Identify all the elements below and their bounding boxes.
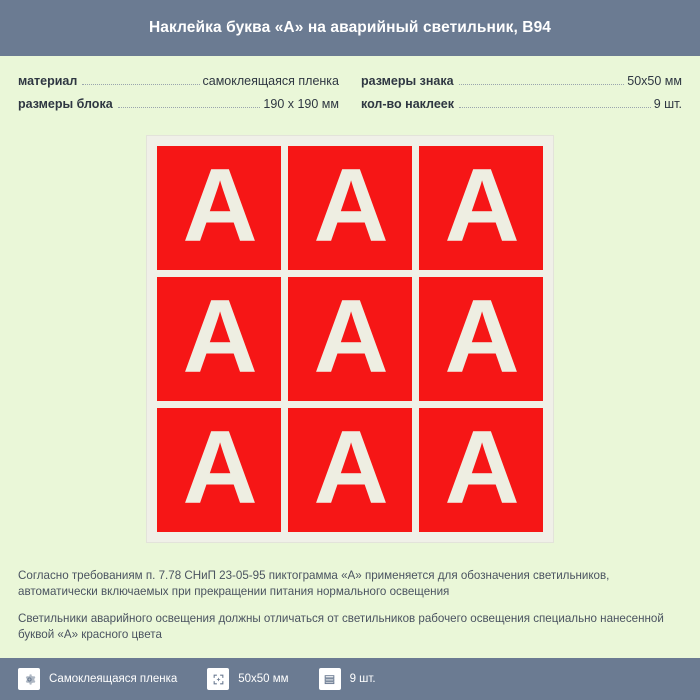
sticker-tile bbox=[157, 277, 281, 401]
spec-value: 50x50 мм bbox=[627, 74, 682, 88]
footer-item-label: Самоклеящаяся пленка bbox=[49, 673, 178, 685]
sticker-tile bbox=[157, 408, 281, 532]
footer-item-size bbox=[207, 668, 288, 690]
product-image-area bbox=[0, 130, 700, 552]
sticker-tile bbox=[419, 408, 543, 532]
spec-row bbox=[18, 97, 339, 111]
spec-label: кол-во наклеек bbox=[361, 97, 454, 111]
resize-icon bbox=[207, 668, 229, 690]
header-bar bbox=[0, 0, 700, 56]
note-paragraph: Согласно требованиям п. 7.78 СНиП 23-05-95 пиктограмма «А» применяется для обозначения светильников, автоматически включаемых при прекращении питания нормального освещения bbox=[18, 568, 610, 598]
spec-label: размеры знака bbox=[361, 74, 454, 88]
sticker-letter: А bbox=[313, 279, 387, 395]
spec-dot-leader bbox=[459, 83, 625, 85]
footer-item-quantity bbox=[319, 668, 376, 690]
sticker-letter: А bbox=[313, 148, 387, 264]
spec-label: материал bbox=[18, 74, 78, 88]
sticker-tile bbox=[419, 277, 543, 401]
spec-dot-leader bbox=[459, 106, 651, 108]
page-title: Наклейка буква «А» на аварийный светильник, B94 bbox=[148, 19, 552, 36]
spec-value: 190 х 190 мм bbox=[263, 97, 339, 111]
sticker-letter: А bbox=[444, 279, 518, 395]
spec-label: размеры блока bbox=[18, 97, 113, 111]
sticker-tile bbox=[288, 408, 412, 532]
sticker-letter: А bbox=[444, 148, 518, 264]
notes-section bbox=[0, 552, 700, 643]
specs-column-right bbox=[361, 74, 682, 120]
sticker-letter: А bbox=[182, 410, 256, 526]
sticker-tile bbox=[419, 146, 543, 270]
note-paragraph: Светильники аварийного освещения должны отличаться от светильников рабочего освещения специально нанесенной буквой «А» красного цвета bbox=[18, 612, 664, 642]
specs-section bbox=[0, 56, 700, 130]
specs-column-left bbox=[18, 74, 339, 120]
sticker-letter: А bbox=[182, 279, 256, 395]
spec-value: самоклеящаяся пленка bbox=[202, 74, 339, 88]
spec-dot-leader bbox=[82, 83, 199, 85]
sticker-sheet bbox=[147, 136, 553, 542]
gear-icon bbox=[18, 668, 40, 690]
footer-item-material bbox=[18, 668, 177, 690]
sticker-letter: А bbox=[444, 410, 518, 526]
sticker-tile bbox=[288, 277, 412, 401]
sticker-letter: А bbox=[182, 148, 256, 264]
spec-row bbox=[18, 74, 339, 88]
spec-row bbox=[361, 97, 682, 111]
stack-icon bbox=[319, 668, 341, 690]
spec-dot-leader bbox=[118, 106, 261, 108]
spec-value: 9 шт. bbox=[653, 97, 682, 111]
spec-row bbox=[361, 74, 682, 88]
sticker-tile bbox=[157, 146, 281, 270]
sticker-letter: А bbox=[313, 410, 387, 526]
footer-item-label: 50x50 мм bbox=[238, 673, 289, 685]
footer-bar bbox=[0, 658, 700, 700]
sticker-tile bbox=[288, 146, 412, 270]
footer-item-label: 9 шт. bbox=[349, 673, 376, 685]
